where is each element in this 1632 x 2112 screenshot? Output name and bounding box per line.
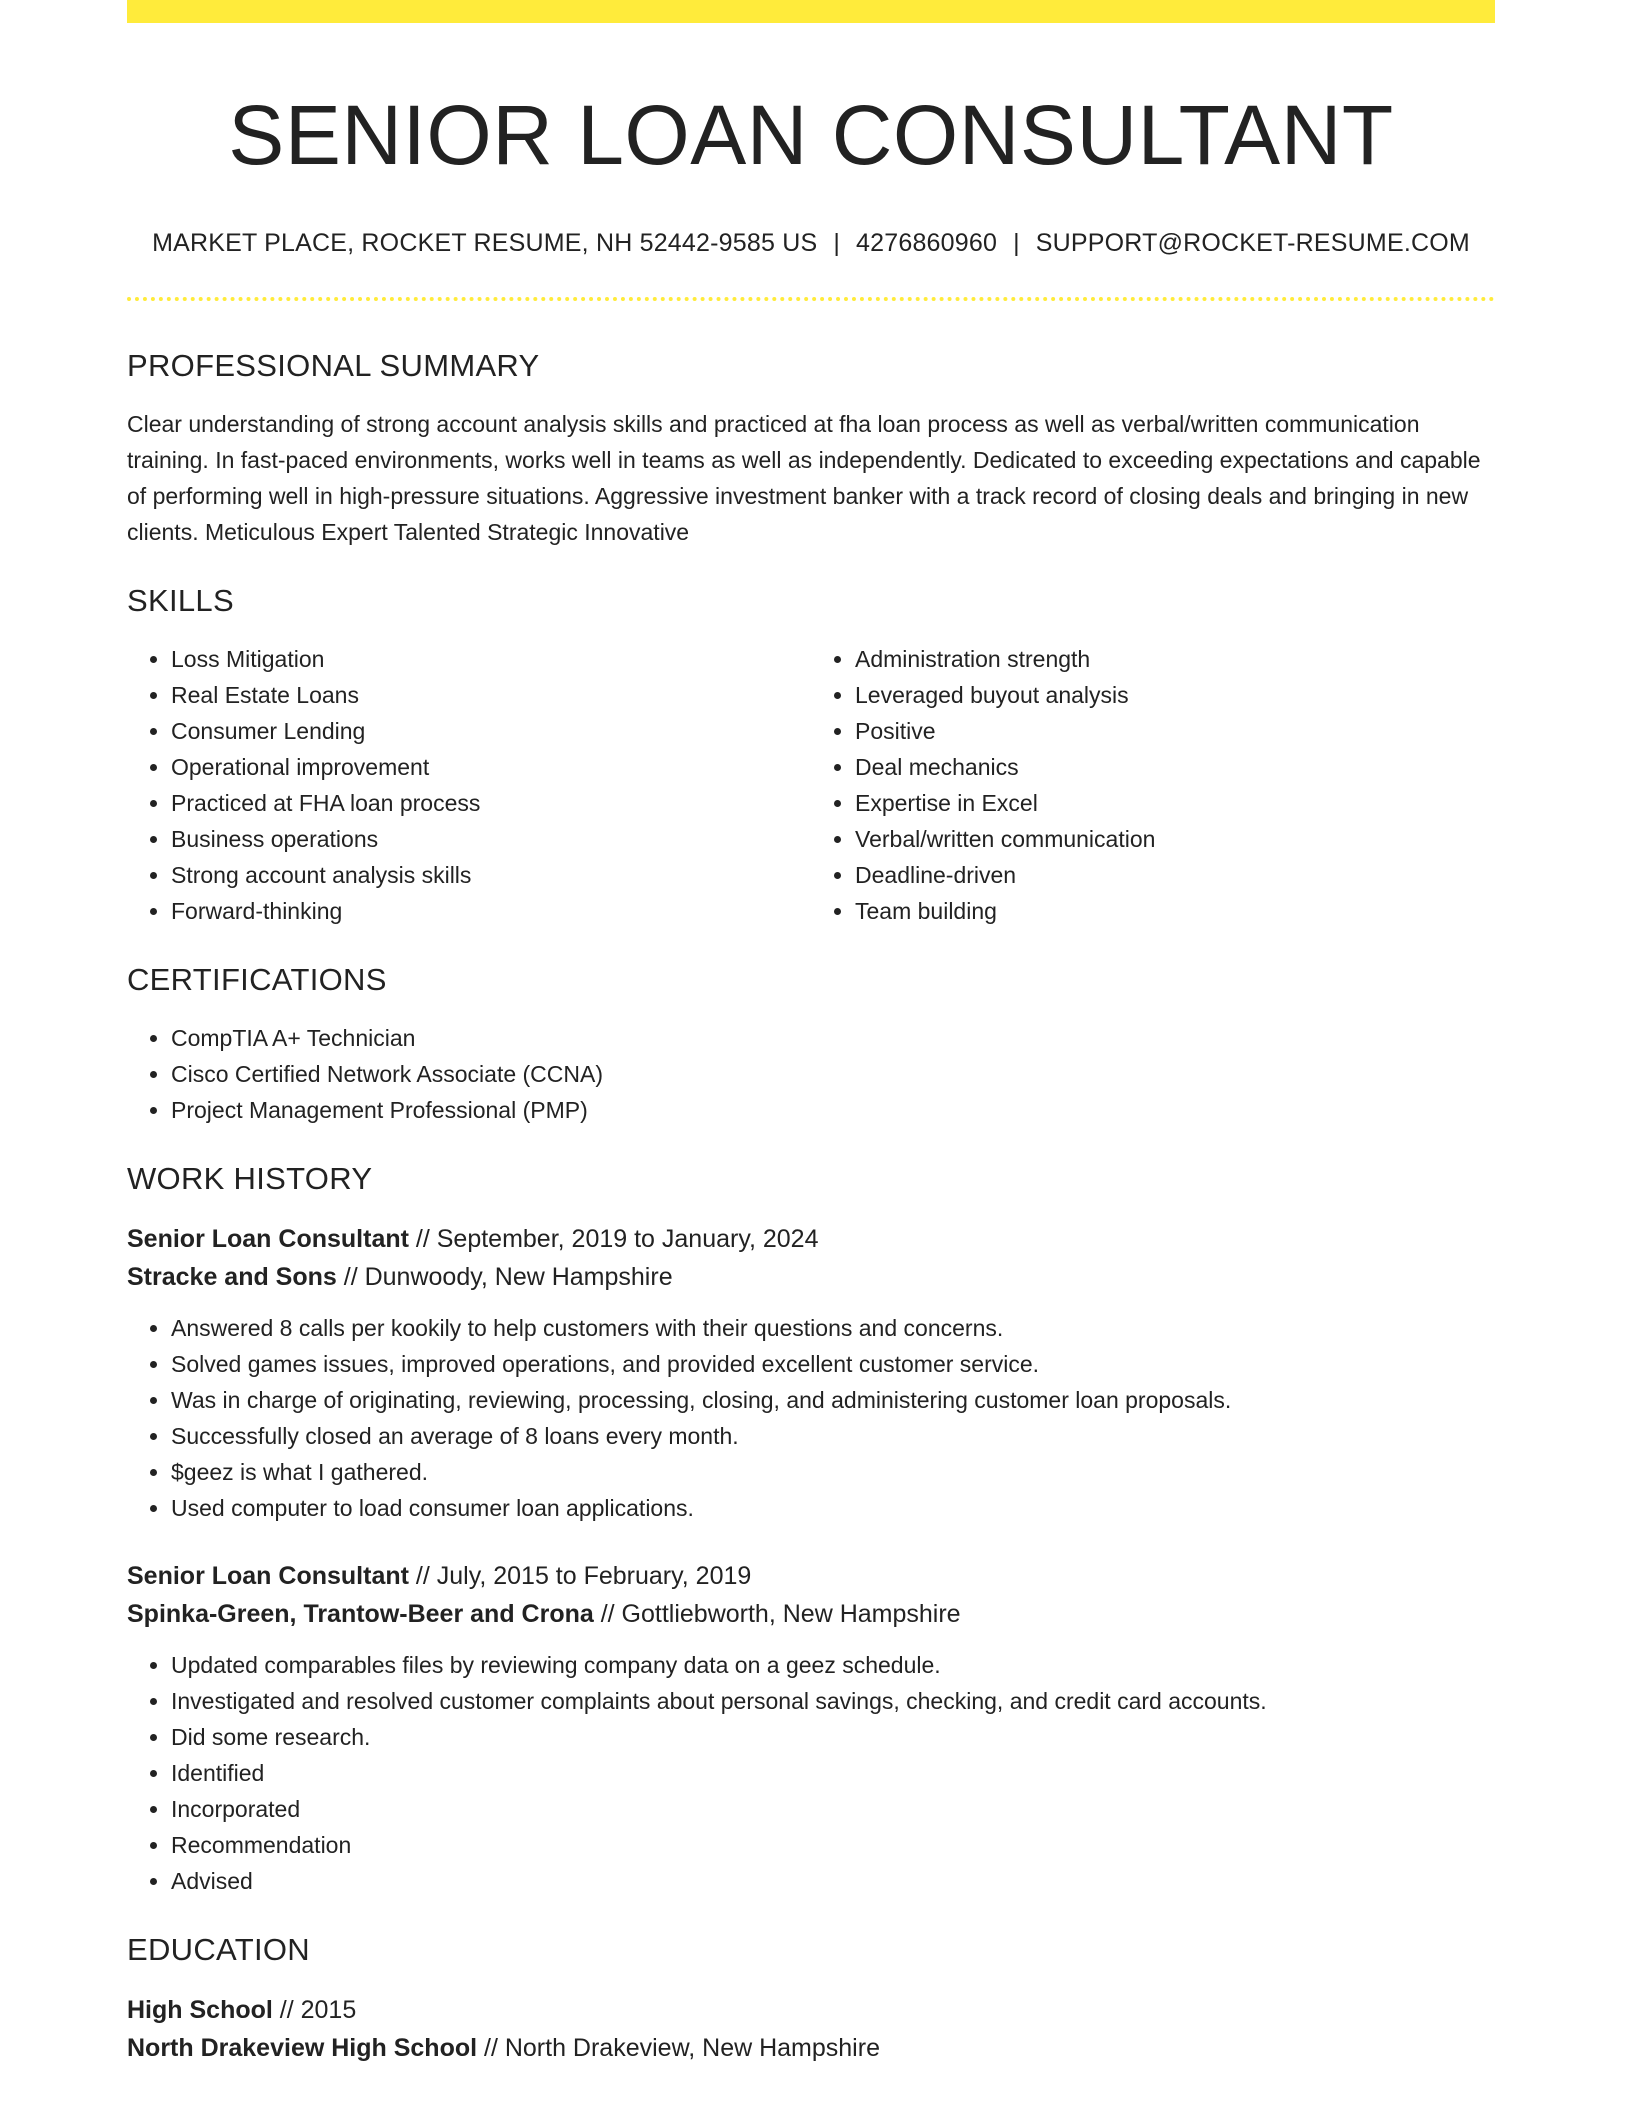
skill-item: • Deadline-driven bbox=[855, 857, 1495, 893]
skill-item: • Team building bbox=[855, 893, 1495, 929]
skill-item: • Deal mechanics bbox=[855, 749, 1495, 785]
skill-item: • Positive bbox=[855, 713, 1495, 749]
education-school: North Drakeview High School bbox=[127, 2034, 478, 2062]
skill-item: • Consumer Lending bbox=[171, 713, 811, 749]
job-location: // Gottliebworth, New Hampshire bbox=[593, 1600, 961, 1628]
top-accent-bar bbox=[127, 0, 1495, 23]
job-bullet: • Solved games issues, improved operations, and provided excellent customer service. bbox=[171, 1346, 1495, 1382]
work-history-heading: WORK HISTORY bbox=[127, 1161, 373, 1196]
education-year: // 2015 bbox=[272, 1996, 357, 2024]
skills-heading: SKILLS bbox=[127, 583, 234, 618]
skill-item: • Loss Mitigation bbox=[171, 641, 811, 677]
skill-item: • Practiced at FHA loan process bbox=[171, 785, 811, 821]
resume-title: SENIOR LOAN CONSULTANT bbox=[228, 88, 1394, 182]
skill-item: • Leveraged buyout analysis bbox=[855, 677, 1495, 713]
job-bullet: • Recommendation bbox=[171, 1827, 1495, 1863]
job-bullet: • Answered 8 calls per kookily to help customers with their questions and concerns. bbox=[171, 1310, 1495, 1346]
skills-list-left bbox=[127, 641, 811, 929]
job-role: Senior Loan Consultant bbox=[127, 1562, 409, 1590]
education-school-line bbox=[127, 2029, 1495, 2067]
contact-address: MARKET PLACE, ROCKET RESUME, NH 52442-9585 US bbox=[152, 229, 818, 257]
job-entry bbox=[127, 1220, 1495, 1526]
skill-item: • Administration strength bbox=[855, 641, 1495, 677]
contact-separator: | bbox=[833, 229, 841, 257]
certification-item: • Cisco Certified Network Associate (CCNA) bbox=[171, 1056, 1495, 1092]
certification-item: • Project Management Professional (PMP) bbox=[171, 1092, 1495, 1128]
certification-item: • CompTIA A+ Technician bbox=[171, 1020, 1495, 1056]
job-bullet: • Advised bbox=[171, 1863, 1495, 1899]
skill-item: • Forward-thinking bbox=[171, 893, 811, 929]
skill-item: • Verbal/written communication bbox=[855, 821, 1495, 857]
job-company: Stracke and Sons bbox=[127, 1263, 337, 1291]
job-dates: // September, 2019 to January, 2024 bbox=[408, 1225, 819, 1253]
certifications-list bbox=[127, 1020, 1495, 1128]
job-role-line bbox=[127, 1220, 1495, 1258]
education-degree: High School bbox=[127, 1996, 273, 2024]
contact-email: SUPPORT@ROCKET-RESUME.COM bbox=[1035, 229, 1470, 257]
job-bullet: • Was in charge of originating, reviewing, processing, closing, and administering customer loan proposals. bbox=[171, 1382, 1495, 1418]
job-company-line bbox=[127, 1595, 1495, 1633]
job-bullets bbox=[127, 1647, 1495, 1899]
job-bullet: • Investigated and resolved customer complaints about personal savings, checking, and credit card accounts. bbox=[171, 1683, 1495, 1719]
skill-item: • Operational improvement bbox=[171, 749, 811, 785]
dotted-divider bbox=[127, 297, 1495, 301]
skills-list-right bbox=[811, 641, 1495, 929]
certifications-heading: CERTIFICATIONS bbox=[127, 962, 387, 997]
job-company-line bbox=[127, 1258, 1495, 1296]
summary-text: Clear understanding of strong account analysis skills and practiced at fha loan process as well as verbal/written communication training. In fast-paced environments, works well in teams as well as independently. Dedicated to exceeding expectations and capable of performing well in high-pressure situations. Aggressive investment banker with a track record of closing deals and bringing in new clients. Meticulous Expert Talented Strategic Innovative bbox=[127, 411, 1481, 545]
job-role: Senior Loan Consultant bbox=[127, 1225, 409, 1253]
summary-heading: PROFESSIONAL SUMMARY bbox=[127, 348, 540, 383]
job-company: Spinka-Green, Trantow-Beer and Crona bbox=[127, 1600, 594, 1628]
education-degree-line bbox=[127, 1991, 1495, 2029]
job-role-line bbox=[127, 1557, 1495, 1595]
education-location: // North Drakeview, New Hampshire bbox=[477, 2034, 880, 2062]
resume-page bbox=[127, 0, 1495, 2067]
education-entry bbox=[127, 1991, 1495, 2067]
job-bullet: • Used computer to load consumer loan applications. bbox=[171, 1490, 1495, 1526]
contact-line bbox=[127, 227, 1495, 259]
job-bullet: • Updated comparables files by reviewing company data on a geez schedule. bbox=[171, 1647, 1495, 1683]
job-location: // Dunwoody, New Hampshire bbox=[336, 1263, 673, 1291]
job-bullet: • $geez is what I gathered. bbox=[171, 1454, 1495, 1490]
skill-item: • Business operations bbox=[171, 821, 811, 857]
contact-separator: | bbox=[1013, 229, 1020, 257]
skill-item: • Expertise in Excel bbox=[855, 785, 1495, 821]
contact-phone: 4276860960 bbox=[856, 229, 998, 257]
education-heading: EDUCATION bbox=[127, 1932, 310, 1967]
job-bullet: • Successfully closed an average of 8 loans every month. bbox=[171, 1418, 1495, 1454]
job-dates: // July, 2015 to February, 2019 bbox=[408, 1562, 752, 1590]
skill-item: • Real Estate Loans bbox=[171, 677, 811, 713]
job-bullet: • Identified bbox=[171, 1755, 1495, 1791]
skill-item: • Strong account analysis skills bbox=[171, 857, 811, 893]
job-entry bbox=[127, 1557, 1495, 1899]
job-bullet: • Did some research. bbox=[171, 1719, 1495, 1755]
skills-columns bbox=[127, 641, 1495, 929]
job-bullets bbox=[127, 1310, 1495, 1526]
job-bullet: • Incorporated bbox=[171, 1791, 1495, 1827]
